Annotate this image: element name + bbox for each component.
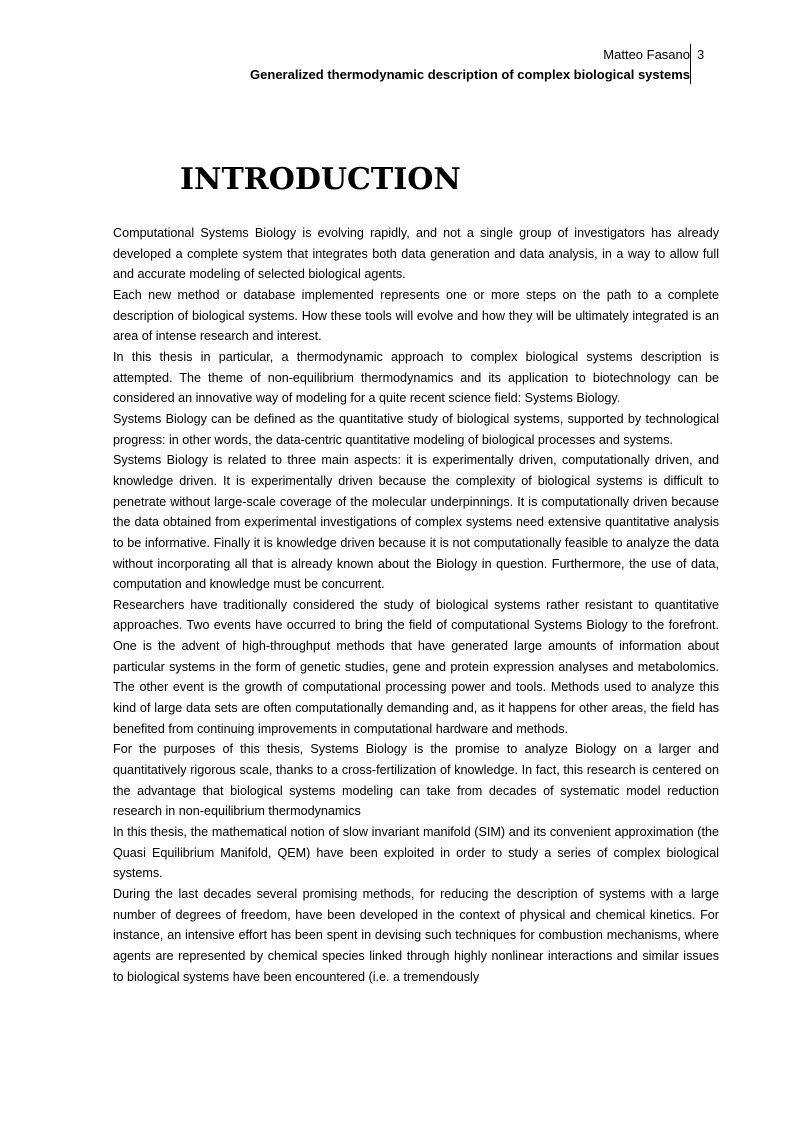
page-number: 3: [697, 47, 705, 62]
header-divider: [690, 44, 691, 84]
paragraph: In this thesis in particular, a thermodynamic approach to complex biological systems description is attempted. The theme of non-equilibrium thermodynamics and its application to biotechnology can be considered an innovative way of modeling for a quite recent science field: Systems Biology.: [113, 349, 719, 406]
paragraph: In this thesis, the mathematical notion of slow invariant manifold (SIM) and its convenient approximation (the Quasi Equilibrium Manifold, QEM) have been exploited in order to study a series of complex biological systems.: [113, 825, 719, 881]
running-header: [100, 44, 690, 84]
paragraph: During the last decades several promising methods, for reducing the description of systems with a large number of degrees of freedom, have been developed in the context of physical and chemical kinetics. For instance, an intensive effort has been spent in devising such techniques for combustion mechanisms, where agents are represented by chemical species linked through highly nonlinear interactions and similar issues to biological systems have been encountered (i.e. a tremendously: [113, 887, 719, 984]
body-text: [113, 223, 719, 987]
paragraph: Each new method or database implemented represents one or more steps on the path to a complete description of biological systems. How these tools will evolve and how they will be ultimately integrated is an area of intense research and interest.: [113, 287, 719, 344]
paragraph: Systems Biology can be defined as the quantitative study of biological systems, supported by technological progress: in other words, the data-centric quantitative modeling of biological processes and systems.: [113, 411, 719, 447]
paragraph: Researchers have traditionally considered the study of biological systems rather resistant to quantitative approaches. Two events have occurred to bring the field of computational Systems Biology to the forefront. One is the advent of high-throughput methods that have generated large amounts of information about particular systems in the form of genetic studies, gene and protein expression analyses and metabolomics. The other event is the growth of computational processing power and tools. Methods used to analyze this kind of large data sets are often computationally demanding and, as it happens for other areas, the field has benefited from continuing improvements in computational hardware and methods.: [113, 597, 719, 736]
header-subtitle: Generalized thermodynamic description of complex biological systems: [250, 67, 690, 82]
header-author: Matteo Fasano: [603, 47, 690, 62]
paragraph: Systems Biology is related to three main aspects: it is experimentally driven, computationally driven, and knowledge driven. It is experimentally driven because the complexity of biological systems is difficult to penetrate without large-scale coverage of the molecular underpinnings. It is computationally driven because the data obtained from experimental investigations of complex systems need extensive quantitative analysis to be informative. Finally it is knowledge driven because it is not computationally feasible to analyze the data without incorporating all that is already known about the Biology in question. Furthermore, the use of data, computation and knowledge must be concurrent.: [113, 453, 719, 592]
paragraph: Computational Systems Biology is evolving rapidly, and not a single group of investigators has already developed a complete system that integrates both data generation and data analysis, in a way to allow full and accurate modeling of selected biological agents.: [113, 226, 719, 282]
paragraph: For the purposes of this thesis, Systems Biology is the promise to analyze Biology on a larger and quantitatively rigorous scale, thanks to a cross-fertilization of knowledge. In fact, this research is centered on the advantage that biological systems modeling can take from decades of systematic model reduction research in non-equilibrium thermodynamics: [113, 742, 719, 819]
chapter-title: INTRODUCTION: [180, 162, 461, 197]
